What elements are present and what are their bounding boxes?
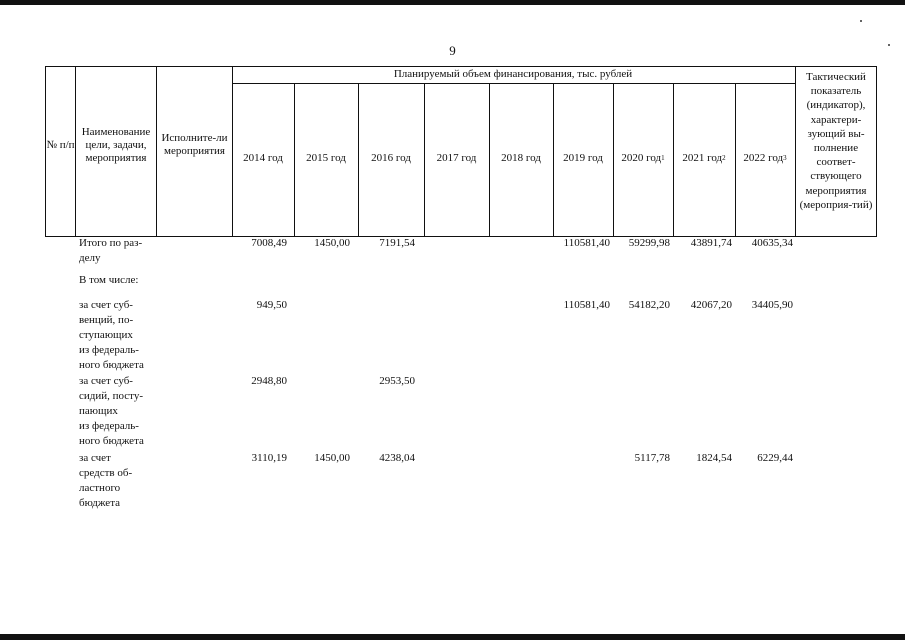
year-header <box>613 148 673 168</box>
funding-value: 54182,20 <box>628 299 670 311</box>
funding-value: 110581,40 <box>563 299 610 311</box>
header-divider <box>232 83 795 84</box>
year-header <box>424 148 489 168</box>
row-label: за счет суб- венций, по- ступающих из федераль- ного бюджета <box>79 299 144 371</box>
funding-value: 59299,98 <box>628 237 670 249</box>
year-label: 2015 год <box>306 151 346 164</box>
funding-value: 1450,00 <box>314 237 350 249</box>
header-executor: Исполните-ли мероприятия <box>161 132 228 157</box>
year-label: 2022 год <box>743 151 784 164</box>
funding-value: 4238,04 <box>379 452 415 464</box>
year-label: 2021 год <box>682 151 723 164</box>
funding-value: 5117,78 <box>634 452 670 464</box>
header-name: Наименование цели, задачи, мероприятия <box>81 125 151 164</box>
header-tactical-indicator: Тактический показатель (индикатор), характери-зующий вы-полнение соответ-ствующего мероприятия (мероприя-тий) <box>799 71 873 211</box>
row-label: Итого по раз- делу <box>79 237 143 264</box>
year-header <box>232 148 294 168</box>
funding-value: 6229,44 <box>757 452 793 464</box>
funding-value: 34405,90 <box>751 299 793 311</box>
funding-value: 1450,00 <box>314 452 350 464</box>
scan-speck <box>860 20 862 22</box>
header-num: № п/п <box>46 138 75 151</box>
year-label: 2014 год <box>243 151 283 164</box>
row-label: В том числе: <box>79 274 139 286</box>
year-header <box>673 148 735 168</box>
funding-value: 7008,49 <box>251 237 287 249</box>
funding-value: 2948,80 <box>251 375 287 387</box>
year-label: 2016 год <box>371 151 411 164</box>
footnote-marker: 1 <box>661 153 665 162</box>
funding-value: 3110,19 <box>251 452 287 464</box>
year-header <box>358 148 424 168</box>
scan-edge-bottom <box>0 634 905 640</box>
year-label: 2020 год <box>621 151 662 164</box>
year-header <box>294 148 358 168</box>
funding-value: 949,50 <box>256 299 287 311</box>
funding-value: 40635,34 <box>751 237 793 249</box>
row-label: за счет суб- сидий, посту- пающих из федераль- ного бюджета <box>79 375 144 447</box>
year-label: 2017 год <box>436 151 477 164</box>
footnote-marker: 2 <box>722 153 726 162</box>
funding-value: 110581,40 <box>563 237 610 249</box>
scan-edge-top <box>0 0 905 5</box>
funding-value: 7191,54 <box>379 237 415 249</box>
footnote-marker: 3 <box>783 153 787 162</box>
year-header <box>489 148 553 168</box>
page-number: 9 <box>449 43 456 58</box>
year-label: 2018 год <box>501 151 541 164</box>
funding-value: 2953,50 <box>379 375 415 387</box>
row-label: за счет средств об- ластного бюджета <box>79 452 133 509</box>
year-header <box>735 148 795 168</box>
header-planned-financing: Планируемый объем финансирования, тыс. рублей <box>393 68 633 80</box>
year-label: 2019 год <box>563 151 603 164</box>
year-header <box>553 148 613 168</box>
funding-value: 43891,74 <box>690 237 732 249</box>
funding-value: 42067,20 <box>690 299 732 311</box>
funding-value: 1824,54 <box>696 452 732 464</box>
